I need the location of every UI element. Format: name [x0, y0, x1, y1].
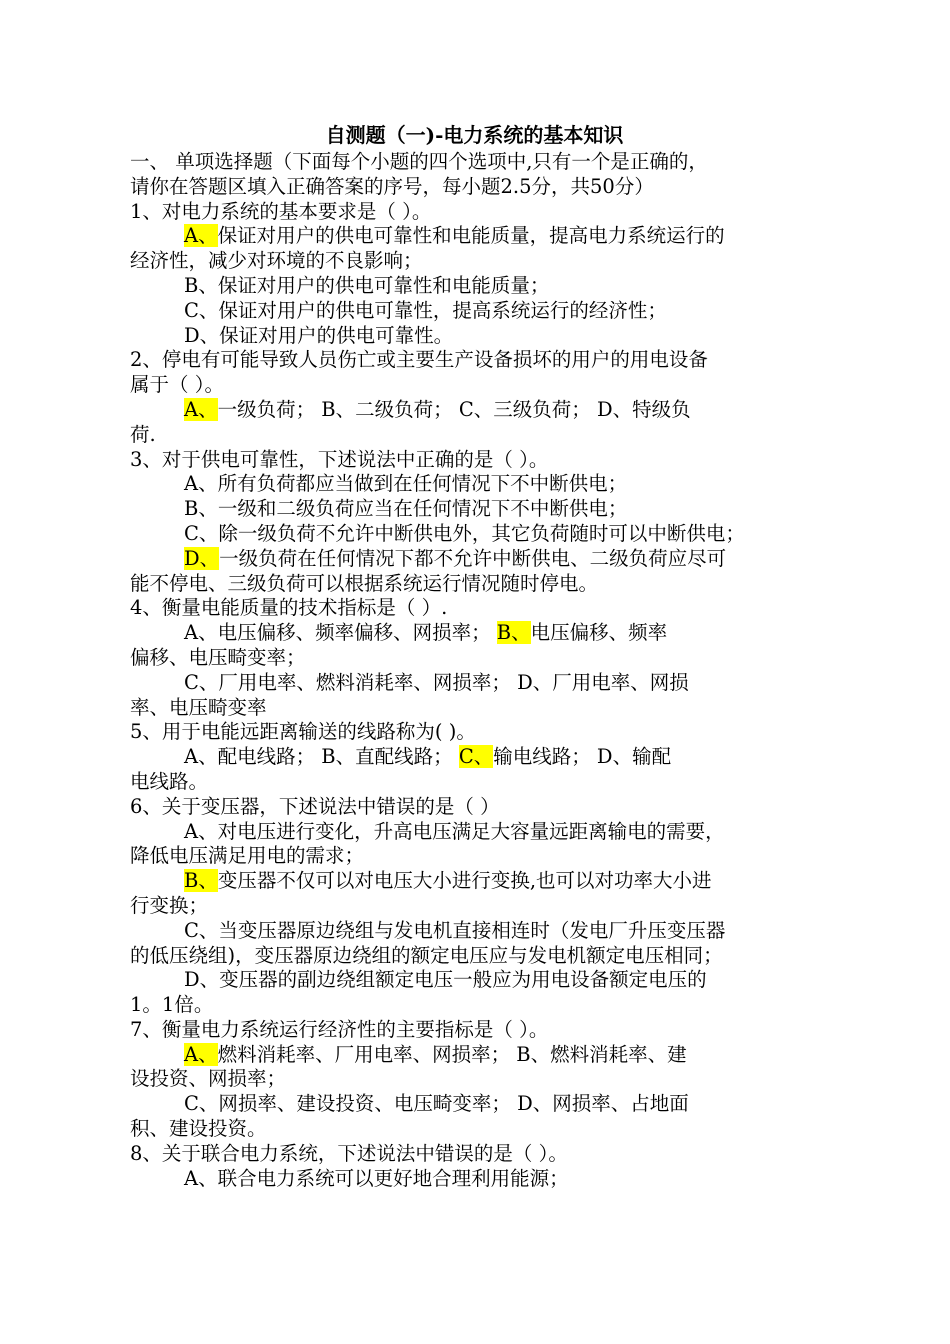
- text-line: [130, 274, 805, 299]
- line-text: B、一级和二级负荷应当在任何情况下不中断供电；: [184, 497, 628, 521]
- line-text: 1。1倍。: [130, 993, 214, 1017]
- text-line: [130, 1043, 805, 1068]
- text-line: [130, 472, 805, 497]
- text-line: [130, 547, 805, 572]
- text-line: [130, 224, 805, 249]
- text-line: [130, 671, 805, 696]
- line-text: C、当变压器原边绕组与发电机直接相连时（发电厂升压变压器: [184, 918, 726, 942]
- line-text: D、变压器的副边绕组额定电压一般应为用电设备额定电压的: [184, 968, 707, 992]
- answer-highlight: A、: [184, 1042, 218, 1066]
- text-line: [130, 324, 805, 349]
- text-line: [130, 696, 805, 721]
- text-line: [130, 1018, 805, 1043]
- line-text: A、所有负荷都应当做到在任何情况下不中断供电；: [184, 472, 628, 496]
- text-line: [130, 795, 805, 820]
- text-line: [130, 175, 805, 200]
- text-line: [130, 844, 805, 869]
- text-line: [130, 993, 805, 1018]
- line-text: 积、建设投资。: [130, 1117, 267, 1141]
- text-line: [130, 646, 805, 671]
- document-title: 自测题（一)-电力系统的基本知识: [325, 123, 624, 147]
- line-text: 7、衡量电力系统运行经济性的主要指标是（ ）。: [130, 1017, 549, 1041]
- text-line: [130, 348, 805, 373]
- line-text: 输电线路； D、输配: [493, 745, 672, 769]
- line-text: A、联合电力系统可以更好地合理利用能源；: [184, 1166, 569, 1190]
- text-line: [130, 820, 805, 845]
- text-line: [130, 423, 805, 448]
- line-text: 属于（ ）。: [130, 373, 224, 397]
- answer-highlight: A、: [184, 397, 218, 421]
- line-text: C、厂用电率、燃料消耗率、网损率； D、厂用电率、网损: [184, 670, 689, 694]
- text-line: [130, 1117, 805, 1142]
- line-text: 一级负荷； B、二级负荷； C、三级负荷； D、特级负: [217, 397, 691, 421]
- line-text: 降低电压满足用电的需求；: [130, 844, 365, 868]
- line-text: C、保证对用户的供电可靠性，提高系统运行的经济性；: [184, 298, 667, 322]
- line-text: 8、关于联合电力系统，下述说法中错误的是（ ）。: [130, 1141, 568, 1165]
- line-text: B、保证对用户的供电可靠性和电能质量；: [184, 273, 550, 297]
- line-text: A、对电压进行变化，升高电压满足大容量远距离输电的需要，: [184, 819, 725, 843]
- text-line: [130, 522, 805, 547]
- line-text: 保证对用户的供电可靠性和电能质量，提高电力系统运行的: [217, 224, 725, 248]
- text-line: [130, 770, 805, 795]
- text-line: [130, 373, 805, 398]
- text-line: [130, 1142, 805, 1167]
- line-text: 1、对电力系统的基本要求是（ ）。: [130, 199, 432, 223]
- line-text: C、除一级负荷不允许中断供电外，其它负荷随时可以中断供电；: [184, 521, 745, 545]
- line-text: 燃料消耗率、厂用电率、网损率； B、燃料消耗率、建: [217, 1042, 687, 1066]
- text-line: [130, 944, 805, 969]
- text-line: [130, 720, 805, 745]
- line-text: 电线路。: [130, 769, 209, 793]
- line-text: 率、电压畸变率: [130, 695, 267, 719]
- answer-highlight: C、: [458, 745, 494, 769]
- line-text: 设投资、网损率；: [130, 1067, 287, 1091]
- text-line: [130, 448, 805, 473]
- text-line: [130, 299, 805, 324]
- line-text: 偏移、电压畸变率；: [130, 645, 306, 669]
- line-text: A、配电线路； B、直配线路；: [184, 745, 459, 769]
- line-text: D、保证对用户的供电可靠性。: [184, 323, 454, 347]
- line-text: 经济性，减少对环境的不良影响；: [130, 249, 423, 273]
- line-text: 变压器不仅可以对电压大小进行变换,也可以对功率大小进: [217, 869, 712, 893]
- answer-highlight: B、: [184, 869, 218, 893]
- line-text: 2、停电有可能导致人员伤亡或主要生产设备损坏的用户的用电设备: [130, 348, 708, 372]
- line-text: 一、 单项选择题（下面每个小题的四个选项中,只有一个是正确的，: [130, 150, 708, 173]
- answer-highlight: A、: [184, 224, 218, 248]
- line-text: 电压偏移、频率: [530, 621, 668, 645]
- text-line: [130, 745, 805, 770]
- text-line: [130, 596, 805, 621]
- text-line: [130, 572, 805, 597]
- text-line: [130, 1167, 805, 1192]
- answer-highlight: B、: [496, 621, 531, 645]
- line-text: 能不停电、三级负荷可以根据系统运行情况随时停电。: [130, 571, 599, 595]
- line-text: C、网损率、建设投资、电压畸变率； D、网损率、占地面: [184, 1092, 689, 1116]
- line-text: 一级负荷在任何情况下都不允许中断供电、二级负荷应尽可: [219, 546, 727, 570]
- text-line: [130, 1092, 805, 1117]
- line-text: 行变换；: [130, 893, 209, 917]
- text-line: [130, 1067, 805, 1092]
- line-text: A、电压偏移、频率偏移、网损率；: [184, 621, 497, 645]
- text-line: [130, 497, 805, 522]
- line-text: 荷.: [130, 422, 156, 446]
- line-text: 4、衡量电能质量的技术指标是（ ）.: [130, 596, 448, 620]
- document-page: [130, 120, 805, 1191]
- line-text: 请你在答题区填入正确答案的序号，每小题2.5分，共50分）: [130, 174, 654, 198]
- text-line: [130, 869, 805, 894]
- text-line: [130, 150, 805, 175]
- text-line: [130, 249, 805, 274]
- line-text: 6、关于变压器，下述说法中错误的是（ ）: [130, 794, 500, 818]
- text-line: [130, 398, 805, 423]
- text-line: [130, 200, 805, 225]
- text-line: [130, 621, 805, 646]
- document-body: [130, 150, 805, 1191]
- line-text: 5、用于电能远距离输送的线路称为( )。: [130, 720, 476, 744]
- text-line: [130, 919, 805, 944]
- line-text: 3、对于供电可靠性，下述说法中正确的是（ ）。: [130, 447, 549, 471]
- text-line: [130, 894, 805, 919]
- line-text: 的低压绕组)，变压器原边绕组的额定电压应与发电机额定电压相同；: [130, 943, 723, 967]
- text-line: [130, 968, 805, 993]
- answer-highlight: D、: [184, 546, 220, 570]
